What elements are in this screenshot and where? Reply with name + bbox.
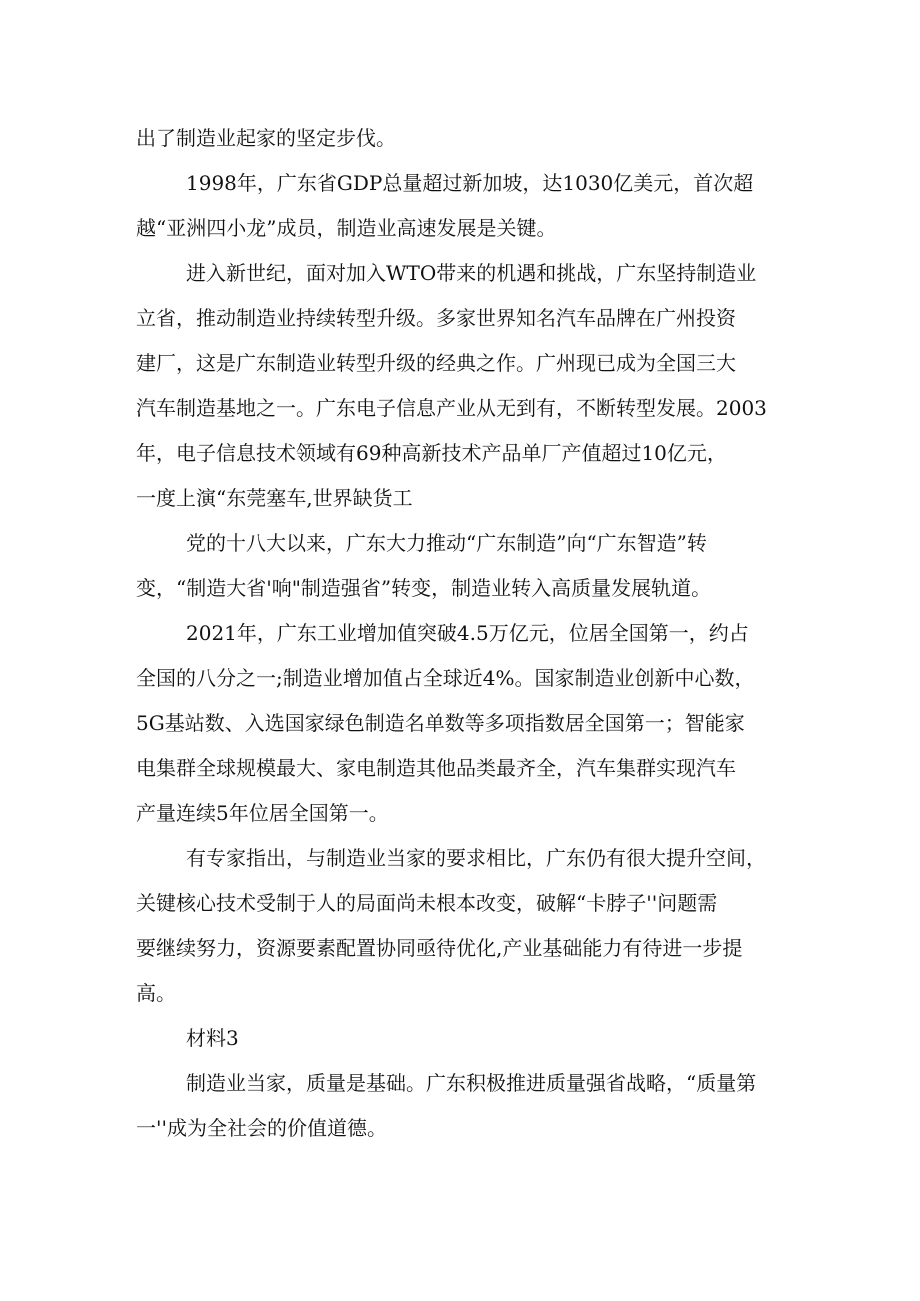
text-line: 越“亚洲四小龙”成员，制造业高速发展是关键。	[136, 216, 557, 240]
text-line: 材料3	[186, 1026, 239, 1050]
text-line: 年，电子信息技术领域有69种高新技术产品单厂产值超过10亿元，	[136, 441, 727, 465]
paragraph	[136, 1061, 796, 1151]
text-line: 全国的八分之一;制造业增加值占全球近4%。国家制造业创新中心数，	[136, 666, 755, 690]
text-line: 立省，推动制造业持续转型升级。多家世界知名汽车品牌在广州投资	[136, 306, 736, 330]
text-line: 一''成为全社会的价值道德。	[136, 1116, 387, 1140]
text-line: 产量连续5年位居全国第一。	[136, 801, 389, 825]
paragraph	[136, 116, 796, 161]
text-line: 关键核心技术受制于人的局面尚未根本改变，破解“卡脖子''问题需	[136, 891, 718, 915]
paragraph	[136, 521, 796, 611]
text-line: 一度上演“东莞塞车,世界缺货工	[136, 486, 413, 510]
paragraph	[136, 836, 796, 1016]
paragraph	[136, 161, 796, 251]
text-line: 汽车制造基地之一。广东电子信息产业从无到有，不断转型发展。2003	[136, 396, 767, 420]
text-line: 要继续努力，资源要素配置协同亟待优化,产业基础能力有待进一步提	[136, 936, 743, 960]
text-line: 党的十八大以来，广东大力推动“广东制造”向“广东智造”转	[186, 531, 707, 555]
paragraph	[136, 251, 796, 521]
text-line: 高。	[136, 981, 176, 1005]
text-line: 1998年，广东省GDP总量超过新加坡，达1030亿美元，首次超	[186, 171, 754, 195]
text-line: 变，“制造大省'响"制造强省”转变，制造业转入高质量发展轨道。	[136, 576, 712, 600]
text-line: 2021年，广东工业增加值突破4.5万亿元，位居全国第一，约占	[186, 621, 749, 645]
paragraph	[136, 611, 796, 836]
section-heading	[136, 1016, 796, 1061]
text-line: 有专家指出，与制造业当家的要求相比，广东仍有很大提升空间，	[186, 846, 766, 870]
text-line: 出了制造业起家的坚定步伐。	[136, 126, 396, 150]
text-line: 电集群全球规模最大、家电制造其他品类最齐全，汽车集群实现汽车	[136, 756, 736, 780]
document-body	[136, 116, 796, 1151]
text-line: 进入新世纪，面对加入WTO带来的机遇和挑战，广东坚持制造业	[186, 261, 757, 285]
text-line: 制造业当家，质量是基础。广东积极推进质量强省战略，“质量第	[186, 1071, 757, 1095]
text-line: 建厂，这是广东制造业转型升级的经典之作。广州现已成为全国三大	[136, 351, 736, 375]
text-line: 5G基站数、入选国家绿色制造名单数等多项指数居全国第一；智能家	[136, 711, 745, 735]
